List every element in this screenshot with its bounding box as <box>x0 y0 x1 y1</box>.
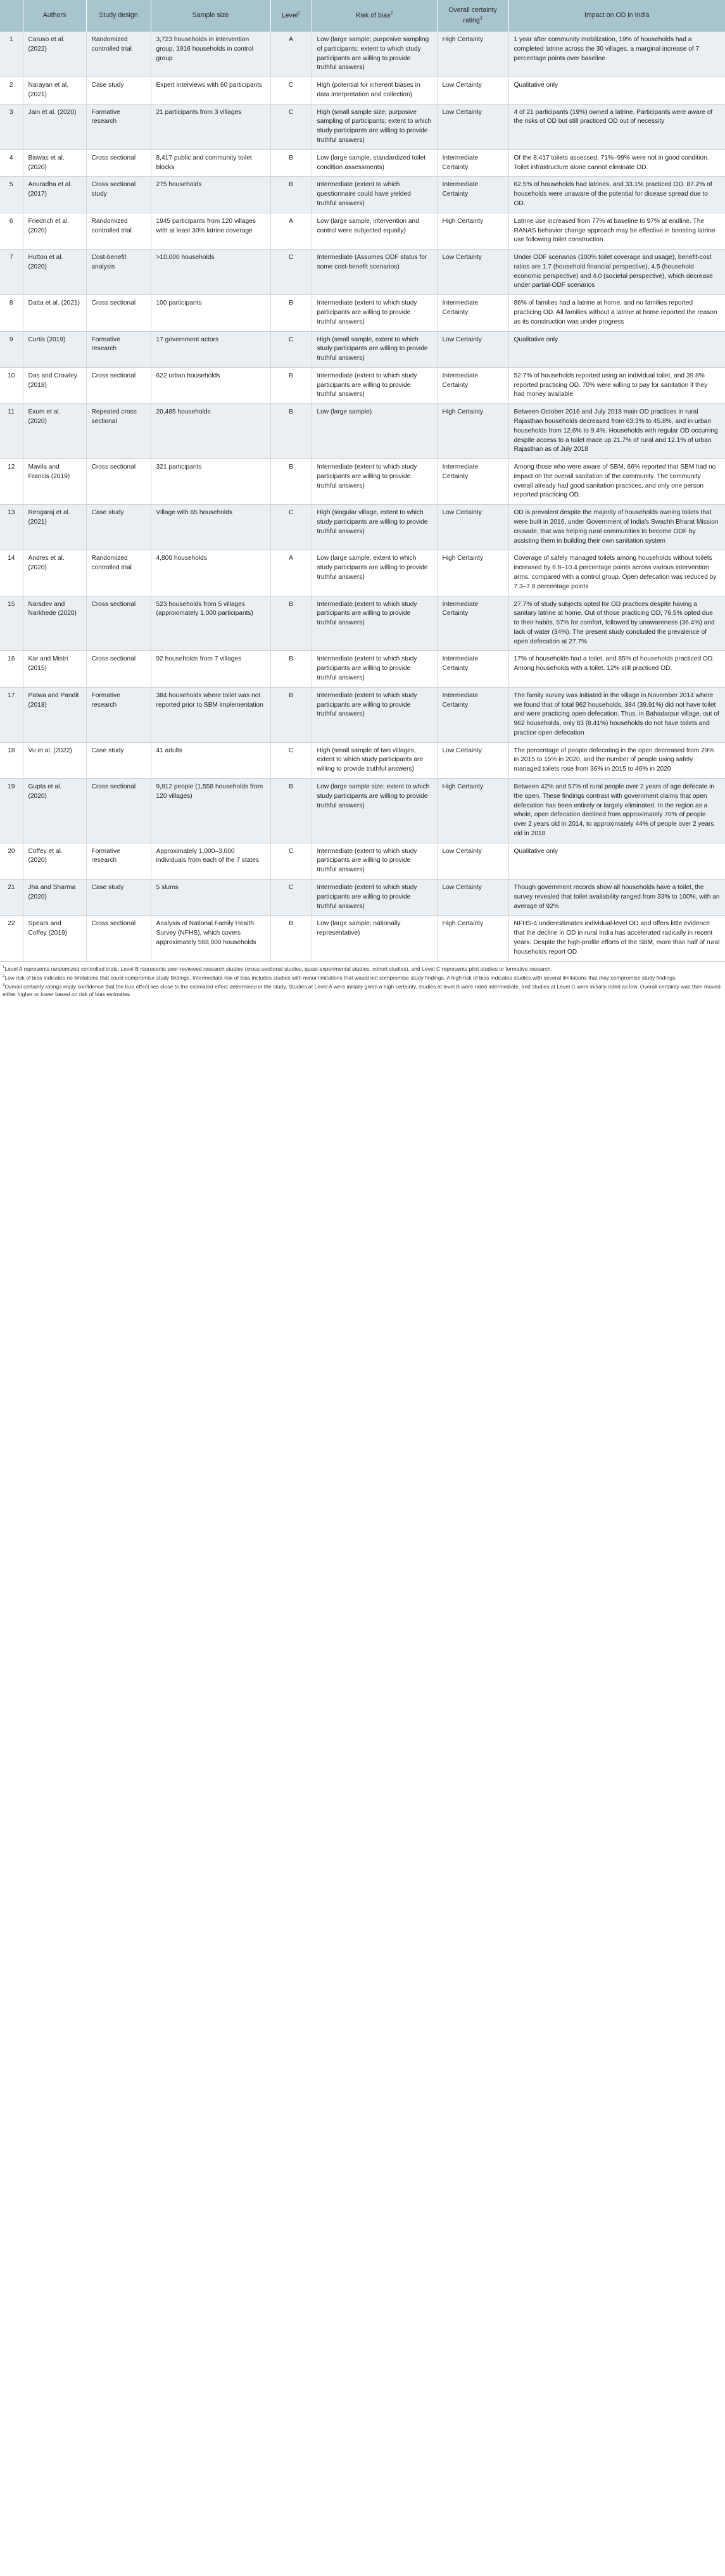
cell-authors: Friedrich et al. (2020) <box>23 213 86 249</box>
cell-level: B <box>270 149 312 177</box>
cell-sample-size: 21 participants from 3 villages <box>151 104 270 149</box>
cell-certainty: Intermediate Certainty <box>437 149 508 177</box>
cell-authors: Spears and Coffey (2019) <box>23 916 86 961</box>
header-study-design: Study design <box>86 0 151 32</box>
cell-certainty: Intermediate Certainty <box>437 295 508 331</box>
cell-study-design: Case study <box>86 880 151 916</box>
cell-authors: Andres et al. (2020) <box>23 550 86 596</box>
cell-row-number: 22 <box>0 916 23 961</box>
header-certainty <box>437 0 508 32</box>
cell-level: B <box>270 295 312 331</box>
cell-impact: 86% of families had a latrine at home, and no families reported practicing OD. All families without a latrine at home reported the reason as its construction was under progress <box>508 295 725 331</box>
cell-impact: 1 year after community mobilization, 19% of households had a completed latrine across the 30 villages, a marginal increase of 7 percentage points over baseline <box>508 32 725 77</box>
cell-row-number: 2 <box>0 77 23 104</box>
cell-study-design: Case study <box>86 505 151 550</box>
cell-row-number: 20 <box>0 843 23 879</box>
cell-authors: Coffey et al. (2020) <box>23 843 86 879</box>
cell-risk-of-bias: High (singular village, extent to which study participants are willing to provide truthful answers) <box>312 505 437 550</box>
cell-sample-size: 5 slums <box>151 880 270 916</box>
header-certainty-label: Overall certainty rating <box>448 6 497 25</box>
cell-sample-size: 92 households from 7 villages <box>151 651 270 687</box>
cell-study-design: Cross sectional <box>86 779 151 843</box>
cell-authors: Narsdev and Narkhede (2020) <box>23 596 86 651</box>
cell-authors: Datta et al. (2021) <box>23 295 86 331</box>
cell-level: B <box>270 779 312 843</box>
cell-certainty: High Certainty <box>437 404 508 459</box>
cell-row-number: 1 <box>0 32 23 77</box>
cell-certainty: Intermediate Certainty <box>437 596 508 651</box>
cell-risk-of-bias: Low (large sample, standardized toilet condition assessments) <box>312 149 437 177</box>
cell-risk-of-bias: Low (large sample, intervention and control were subjected equally) <box>312 213 437 249</box>
cell-risk-of-bias: Intermediate (extent to which study participants are willing to provide truthful answers) <box>312 459 437 505</box>
cell-certainty: Low Certainty <box>437 77 508 104</box>
header-level-footnote-mark: 1 <box>298 11 301 16</box>
cell-study-design: Cross sectional <box>86 367 151 403</box>
cell-certainty: Intermediate Certainty <box>437 367 508 403</box>
cell-certainty: High Certainty <box>437 916 508 961</box>
cell-study-design: Repeated cross sectional <box>86 404 151 459</box>
table-row <box>0 295 725 331</box>
cell-study-design: Formative research <box>86 104 151 149</box>
cell-impact: Between October 2016 and July 2018 main OD practices in rural Rajasthan households decreased from 63.3% to 45.8%, and in urban households from 12.6% to 9.4%. Households with regular OD occurring despite access to a toilet made up 21.7% of rural and 12.1% of urban Rajasthan as of July 2018 <box>508 404 725 459</box>
cell-study-design: Formative research <box>86 687 151 742</box>
cell-row-number: 15 <box>0 596 23 651</box>
cell-risk-of-bias: Low (large sample size; extent to which study participants are willing to provide truthful answers) <box>312 779 437 843</box>
cell-level: C <box>270 331 312 367</box>
header-impact: Impact on OD in India <box>508 0 725 32</box>
cell-sample-size: 20,485 households <box>151 404 270 459</box>
cell-certainty: Intermediate Certainty <box>437 459 508 505</box>
cell-impact: 4 of 21 participants (19%) owned a latrine. Participants were aware of the risks of OD but still practiced OD out of necessity <box>508 104 725 149</box>
cell-risk-of-bias: High (potential for inherent biases in data interpretation and collection) <box>312 77 437 104</box>
cell-study-design: Cross sectional study <box>86 177 151 213</box>
cell-study-design: Cross sectional <box>86 149 151 177</box>
cell-study-design: Cross sectional <box>86 916 151 961</box>
cell-sample-size: Village with 65 households <box>151 505 270 550</box>
cell-risk-of-bias: High (small sample size; purposive sampling of participants; extent to which study participants are willing to provide truthful answers) <box>312 104 437 149</box>
cell-risk-of-bias: Low (large sample) <box>312 404 437 459</box>
cell-level: A <box>270 32 312 77</box>
header-authors: Authors <box>23 0 86 32</box>
cell-sample-size: 1945 participants from 120 villages with at least 30% latrine coverage <box>151 213 270 249</box>
cell-impact: Under ODF scenarios (100% toilet coverage and usage), benefit-cost ratios are 1.7 (household financial perspective), 4.5 (household economic perspective) and 4.0 (societal perspective), which decrease under partial-ODF scenarios <box>508 249 725 295</box>
cell-sample-size: Expert interviews with 60 participants <box>151 77 270 104</box>
cell-study-design: Randomized controlled trial <box>86 213 151 249</box>
cell-sample-size: 3,723 households in intervention group, 1916 households in control group <box>151 32 270 77</box>
cell-row-number: 14 <box>0 550 23 596</box>
cell-impact: NFHS-4 underestimates individual-level OD and offers little evidence that the decline in OD in rural India has accelerated radically in recent years. Despite the high-profile efforts of the SBM, more than half of rural households report OD <box>508 916 725 961</box>
cell-row-number: 19 <box>0 779 23 843</box>
cell-row-number: 16 <box>0 651 23 687</box>
evidence-table-figure <box>0 0 725 1003</box>
cell-sample-size: >10,000 households <box>151 249 270 295</box>
cell-level: C <box>270 249 312 295</box>
table-row <box>0 367 725 403</box>
cell-row-number: 4 <box>0 149 23 177</box>
cell-level: C <box>270 104 312 149</box>
cell-certainty: High Certainty <box>437 550 508 596</box>
cell-row-number: 8 <box>0 295 23 331</box>
cell-certainty: Low Certainty <box>437 104 508 149</box>
footnote-certainty-mark: 3 <box>3 983 5 988</box>
cell-impact: The percentage of people defecating in the open decreased from 29% in 2015 to 15% in 2020, and the number of people using safely managed toilets rose from 36% in 2015 to 46% in 2020 <box>508 742 725 778</box>
cell-study-design: Randomized controlled trial <box>86 550 151 596</box>
cell-row-number: 6 <box>0 213 23 249</box>
cell-authors: Caruso et al. (2022) <box>23 32 86 77</box>
footnote-risk-of-bias-mark: 2 <box>3 974 5 978</box>
header-certainty-footnote-mark: 3 <box>479 16 482 21</box>
table-row <box>0 880 725 916</box>
cell-impact: 62.5% of households had latrines, and 33.1% practiced OD. 87.2% of households were unaware of the potential for disease spread due to OD. <box>508 177 725 213</box>
cell-impact: Latrine use increased from 77% at baseline to 97% at endline. The RANAS behavior change approach may be effective in boosting latrine use following toilet construction <box>508 213 725 249</box>
cell-certainty: High Certainty <box>437 779 508 843</box>
cell-risk-of-bias: Intermediate (extent to which study participants are willing to provide truthful answers) <box>312 687 437 742</box>
cell-row-number: 21 <box>0 880 23 916</box>
cell-row-number: 13 <box>0 505 23 550</box>
cell-certainty: High Certainty <box>437 32 508 77</box>
cell-level: C <box>270 77 312 104</box>
cell-authors: Kar and Mistri (2015) <box>23 651 86 687</box>
cell-level: B <box>270 367 312 403</box>
cell-certainty: Intermediate Certainty <box>437 177 508 213</box>
cell-risk-of-bias: Intermediate (extent to which study participants are willing to provide truthful answers) <box>312 880 437 916</box>
cell-study-design: Case study <box>86 742 151 778</box>
cell-study-design: Formative research <box>86 331 151 367</box>
table-row <box>0 331 725 367</box>
cell-sample-size: Approximately 1,000–3,000 individuals from each of the 7 states <box>151 843 270 879</box>
table-row <box>0 459 725 505</box>
cell-level: C <box>270 880 312 916</box>
evidence-table <box>0 0 725 962</box>
cell-level: B <box>270 459 312 505</box>
cell-risk-of-bias: Intermediate (Assumes ODF status for some cost-benefit scenarios) <box>312 249 437 295</box>
cell-row-number: 5 <box>0 177 23 213</box>
cell-impact: Qualitative only <box>508 843 725 879</box>
cell-certainty: Low Certainty <box>437 880 508 916</box>
table-header <box>0 0 725 32</box>
cell-risk-of-bias: High (small sample of two villages, extent to which study participants are willing to provide truthful answers) <box>312 742 437 778</box>
table-row <box>0 843 725 879</box>
cell-sample-size: 4,800 households <box>151 550 270 596</box>
cell-authors: Patwa and Pandit (2018) <box>23 687 86 742</box>
cell-row-number: 10 <box>0 367 23 403</box>
cell-level: B <box>270 177 312 213</box>
table-row <box>0 779 725 843</box>
cell-level: B <box>270 916 312 961</box>
cell-impact: Though government records show all households have a toilet, the survey revealed that toilet availability ranged from 33% to 100%, with an average of 92% <box>508 880 725 916</box>
cell-impact: The family survey was initiated in the village in November 2014 where we found that of total 962 households, 384 (39.91%) did not have toilet and were practicing open defecation. Thus, in Bahadarpur village, out of 962 households, only 83 (8.41%) households do not have toilets and practice open defecation <box>508 687 725 742</box>
cell-sample-size: 17 government actors <box>151 331 270 367</box>
cell-authors: Das and Crowley (2018) <box>23 367 86 403</box>
table-row <box>0 687 725 742</box>
cell-risk-of-bias: Intermediate (extent to which study participants are willing to provide truthful answers) <box>312 651 437 687</box>
cell-sample-size: 100 participants <box>151 295 270 331</box>
cell-level: B <box>270 404 312 459</box>
footnote-level-text: Level A represents randomized controlled trials, Level B represents peer-reviewed research studies (cross-sectional studies, quasi-experimental studies, cohort studies), and Level C represents pilot studies or formative research. <box>4 965 552 972</box>
cell-impact: 17% of households had a toilet, and 85% of households practiced OD. Among households with a toilet, 12% still practiced OD. <box>508 651 725 687</box>
cell-authors: Rengaraj et al. (2021) <box>23 505 86 550</box>
header-level-label: Level <box>281 11 298 20</box>
header-risk-of-bias-footnote-mark: 2 <box>390 11 393 16</box>
table-row <box>0 596 725 651</box>
cell-level: B <box>270 651 312 687</box>
cell-row-number: 3 <box>0 104 23 149</box>
footnote-certainty-text: Overall certainty ratings imply confidence that the true effect lies close to the estimated effect determined in the study. Studies at Level A were initially given a high certainty, studies at level B were rated intermediate, and studies at Level C were initially rated as low. Overall certainty was then moved either higher or lower based on risk of bias estimates. <box>3 983 721 997</box>
cell-authors: Mavila and Francis (2019) <box>23 459 86 505</box>
cell-study-design: Formative research <box>86 843 151 879</box>
cell-authors: Jha and Sharma (2020) <box>23 880 86 916</box>
cell-impact: Of the 8,417 toilets assessed, 71%–99% were not in good condition. Toilet infrastructure alone cannot eliminate OD. <box>508 149 725 177</box>
header-sample-size: Sample size <box>151 0 270 32</box>
cell-study-design: Cross sectional <box>86 295 151 331</box>
cell-risk-of-bias: Intermediate (extent to which study participants are willing to provide truthful answers) <box>312 843 437 879</box>
footnote-level <box>3 965 722 973</box>
table-footnotes <box>0 962 725 1004</box>
footnote-risk-of-bias-text: Low risk of bias indicates no limitations that could compromise study findings. Intermediate risk of bias includes studies with minor limitations that would not compromise study findings. A high risk of bias indicates studies with several limitations that may compromise study findings. <box>4 974 677 981</box>
table-row <box>0 177 725 213</box>
cell-sample-size: 41 adults <box>151 742 270 778</box>
header-row <box>0 0 725 32</box>
cell-authors: Vu et al. (2022) <box>23 742 86 778</box>
header-risk-of-bias-label: Risk of bias <box>355 11 391 20</box>
cell-level: B <box>270 687 312 742</box>
cell-certainty: High Certainty <box>437 213 508 249</box>
cell-authors: Exum et al. (2020) <box>23 404 86 459</box>
table-row <box>0 651 725 687</box>
cell-certainty: Low Certainty <box>437 742 508 778</box>
cell-row-number: 7 <box>0 249 23 295</box>
table-row <box>0 77 725 104</box>
cell-impact: 52.7% of households reported using an individual toilet, and 39.8% reported practicing OD. 70% were willing to pay for sanitation if they had money available <box>508 367 725 403</box>
cell-sample-size: 321 participants <box>151 459 270 505</box>
cell-sample-size: Analysis of National Family Health Survey (NFHS), which covers approximately 568,000 households <box>151 916 270 961</box>
cell-impact: Qualitative only <box>508 77 725 104</box>
table-row <box>0 104 725 149</box>
cell-certainty: Intermediate Certainty <box>437 651 508 687</box>
header-risk-of-bias <box>312 0 437 32</box>
table-row <box>0 916 725 961</box>
cell-row-number: 18 <box>0 742 23 778</box>
cell-level: C <box>270 843 312 879</box>
cell-authors: Curtis (2019) <box>23 331 86 367</box>
cell-sample-size: 622 urban households <box>151 367 270 403</box>
cell-risk-of-bias: High (small sample, extent to which study participants are willing to provide truthful answers) <box>312 331 437 367</box>
cell-level: B <box>270 596 312 651</box>
cell-risk-of-bias: Intermediate (extent to which questionnaire could have yielded truthful answers) <box>312 177 437 213</box>
cell-study-design: Case study <box>86 77 151 104</box>
cell-study-design: Cost-benefit analysis <box>86 249 151 295</box>
cell-certainty: Low Certainty <box>437 843 508 879</box>
footnote-level-mark: 1 <box>3 965 5 969</box>
cell-impact: Coverage of safely managed toilets among households without toilets increased by 6.8–10.4 percentage points across various intervention arms, compared with a control group. Open defecation was reduced by 7.3–7.8 percentage points <box>508 550 725 596</box>
cell-certainty: Low Certainty <box>437 331 508 367</box>
header-level <box>270 0 312 32</box>
cell-study-design: Cross sectional <box>86 651 151 687</box>
cell-certainty: Low Certainty <box>437 505 508 550</box>
footnote-certainty <box>3 983 722 998</box>
table-body <box>0 32 725 961</box>
table-row <box>0 149 725 177</box>
cell-level: C <box>270 505 312 550</box>
cell-sample-size: 523 households from 5 villages (approximately 1,000 participants) <box>151 596 270 651</box>
cell-study-design: Cross sectional <box>86 596 151 651</box>
cell-risk-of-bias: Low (large sample; purposive sampling of participants; extent to which study participants are willing to provide truthful answers) <box>312 32 437 77</box>
cell-level: C <box>270 742 312 778</box>
cell-row-number: 12 <box>0 459 23 505</box>
cell-impact: 27.7% of study subjects opted for OD practices despite having a sanitary latrine at home. Out of those practicing OD, 76.5% opted due to their habits, 57% for comfort, followed by unawareness (36.4%) and lack of water (34%). The present study concluded the prevalence of open defecation at 27.7% <box>508 596 725 651</box>
cell-row-number: 9 <box>0 331 23 367</box>
cell-level: A <box>270 213 312 249</box>
footnote-risk-of-bias <box>3 974 722 982</box>
cell-authors: Jain et al. (2020) <box>23 104 86 149</box>
cell-risk-of-bias: Low (large sample; nationally representative) <box>312 916 437 961</box>
cell-study-design: Cross sectional <box>86 459 151 505</box>
cell-study-design: Randomized controlled trial <box>86 32 151 77</box>
cell-risk-of-bias: Intermediate (extent to which study participants are willing to provide truthful answers) <box>312 596 437 651</box>
table-row <box>0 249 725 295</box>
cell-row-number: 11 <box>0 404 23 459</box>
cell-certainty: Low Certainty <box>437 249 508 295</box>
cell-level: A <box>270 550 312 596</box>
cell-risk-of-bias: Intermediate (extent to which study participants are willing to provide truthful answers) <box>312 295 437 331</box>
cell-impact: OD is prevalent despite the majority of households owning toilets that were built in 2016, under Government of India's Swachh Bharat Mission crusade, that was helping rural communities to become ODF by assisting them in building their own sanitation system <box>508 505 725 550</box>
cell-impact: Qualitative only <box>508 331 725 367</box>
cell-sample-size: 8,417 public and community toilet blocks <box>151 149 270 177</box>
cell-authors: Anuradha et al. (2017) <box>23 177 86 213</box>
cell-sample-size: 275 households <box>151 177 270 213</box>
table-row <box>0 505 725 550</box>
table-row <box>0 32 725 77</box>
cell-certainty: Intermediate Certainty <box>437 687 508 742</box>
table-row <box>0 742 725 778</box>
table-row <box>0 550 725 596</box>
cell-authors: Gupta et al. (2020) <box>23 779 86 843</box>
cell-sample-size: 9,812 people (1,558 households from 120 villages) <box>151 779 270 843</box>
cell-authors: Narayan et al. (2021) <box>23 77 86 104</box>
cell-row-number: 17 <box>0 687 23 742</box>
cell-sample-size: 384 households where toilet was not reported prior to SBM implementation <box>151 687 270 742</box>
table-row <box>0 404 725 459</box>
cell-risk-of-bias: Intermediate (extent to which study participants are willing to provide truthful answers) <box>312 367 437 403</box>
cell-authors: Hutton et al. (2020) <box>23 249 86 295</box>
cell-risk-of-bias: Low (large sample, extent to which study participants are willing to provide truthful answers) <box>312 550 437 596</box>
cell-authors: Biswas et al. (2020) <box>23 149 86 177</box>
table-row <box>0 213 725 249</box>
header-id <box>0 0 23 32</box>
cell-impact: Between 42% and 57% of rural people over 2 years of age defecate in the open. These findings contrast with government claims that open defecation has been entirely or largely eliminated. In the region as a whole, open defecation declined from approximately 70% of people over 2 years old in 2014, to approximately 44% of people over 2 years old in 2018 <box>508 779 725 843</box>
cell-impact: Among those who were aware of SBM, 66% reported that SBM had no impact on the overall sanitation of the community. The community overall already had good sanitation practices, and only one person reported practicing OD. <box>508 459 725 505</box>
